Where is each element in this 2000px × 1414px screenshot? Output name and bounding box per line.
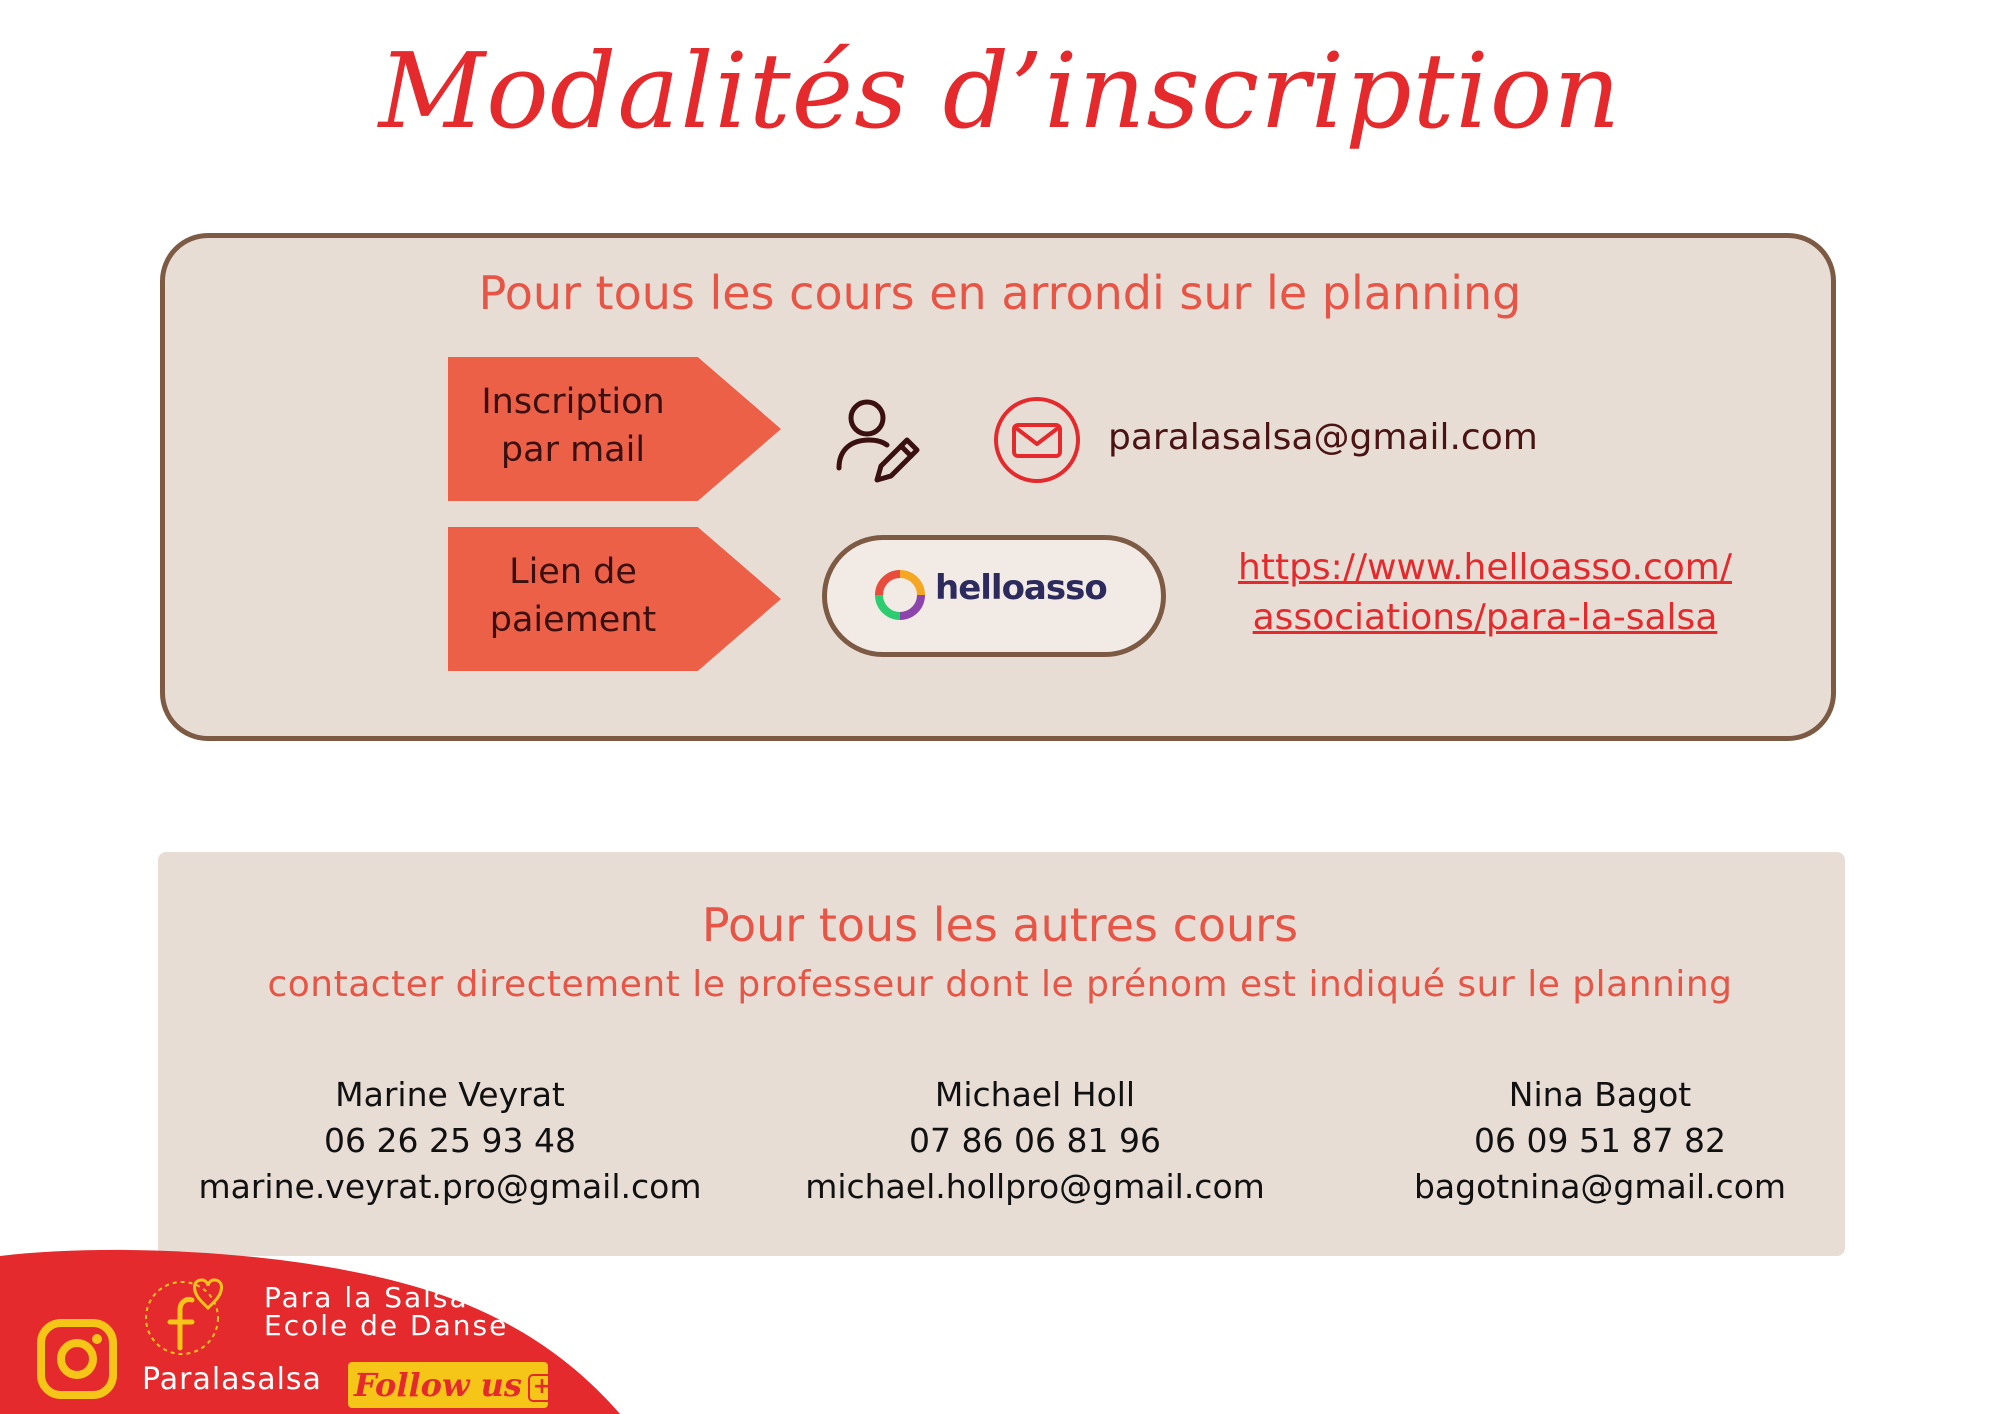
autres-subheading: contacter directement le professeur dont le prénom est indiqué sur le planning	[267, 964, 1733, 1005]
contact-phone[interactable]: 06 09 51 87 82	[1474, 1121, 1726, 1160]
contact-phone[interactable]: 07 86 06 81 96	[909, 1121, 1161, 1160]
follow-label: Follow us	[354, 1366, 522, 1404]
mail-label-line1: Inscription	[481, 382, 665, 422]
arrondi-heading: Pour tous les cours en arrondi sur le planning	[478, 266, 1522, 320]
instagram-handle[interactable]: Paralasalsa	[142, 1362, 322, 1397]
person-edit-icon	[825, 390, 925, 490]
brand-line1: Para la Salsa	[264, 1281, 469, 1314]
contact-name: Nina Bagot	[1508, 1075, 1692, 1114]
contact-email[interactable]: bagotnina@gmail.com	[1413, 1167, 1787, 1206]
instagram-icon[interactable]	[36, 1318, 118, 1400]
follow-us-badge[interactable]	[348, 1362, 552, 1408]
facebook-heart-icon[interactable]	[140, 1270, 230, 1360]
contact-name: Marine Veyrat	[335, 1075, 565, 1114]
helloasso-wordmark: helloasso	[935, 568, 1107, 608]
mail-label	[448, 378, 698, 474]
payment-label-line2: paiement	[489, 600, 657, 640]
payment-label	[448, 548, 698, 644]
contact-card-marine	[170, 1072, 730, 1210]
mail-label-line2: par mail	[500, 430, 646, 470]
payment-label-line1: Lien de	[509, 552, 637, 592]
mail-icon	[992, 395, 1082, 485]
footer-brand	[264, 1281, 509, 1342]
payment-link-line1[interactable]: https://www.helloasso.com/	[1238, 547, 1732, 588]
helloasso-logo-icon	[875, 570, 925, 620]
contact-card-nina	[1320, 1072, 1880, 1210]
page-title: Modalités d’inscription	[378, 30, 1622, 152]
contact-card-michael	[755, 1072, 1315, 1210]
contact-name: Michael Holl	[934, 1075, 1136, 1114]
contact-email[interactable]: paralasalsa@gmail.com	[1108, 417, 1538, 458]
brand-line2: Ecole de Danse	[264, 1309, 509, 1342]
plus-icon: +	[528, 1374, 556, 1402]
contact-phone[interactable]: 06 26 25 93 48	[324, 1121, 576, 1160]
autres-heading: Pour tous les autres cours	[701, 898, 1299, 952]
contact-email[interactable]: marine.veyrat.pro@gmail.com	[198, 1167, 702, 1206]
payment-link-line2[interactable]: associations/para-la-salsa	[1252, 597, 1718, 638]
contact-email[interactable]: michael.hollpro@gmail.com	[805, 1167, 1265, 1206]
